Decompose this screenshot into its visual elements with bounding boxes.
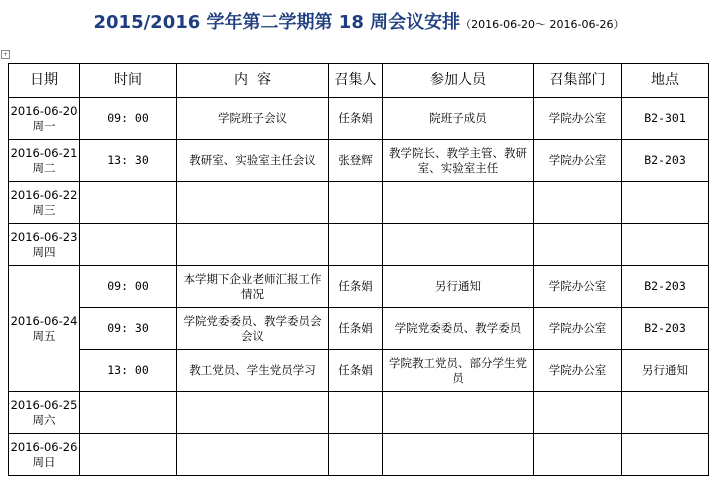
attendees-cell: 另行通知 [383, 266, 534, 308]
location-cell: B2-203 [622, 308, 709, 350]
table-move-handle-icon[interactable]: + [2, 51, 9, 58]
convener-cell: 任条娟 [329, 266, 383, 308]
table-row [9, 392, 709, 434]
convener-cell: 张登辉 [329, 140, 383, 182]
header-location: 地点 [622, 64, 709, 98]
department-cell: 学院办公室 [534, 98, 622, 140]
content-cell: 教研室、实验室主任会议 [177, 140, 329, 182]
date-cell [9, 140, 80, 182]
weekday-text: 周三 [32, 202, 56, 217]
table-row [9, 308, 709, 350]
time-cell: 13: 00 [80, 350, 177, 392]
content-cell: 本学期下企业老师汇报工作情况 [177, 266, 329, 308]
table-row [9, 140, 709, 182]
department-cell [534, 392, 622, 434]
content-cell [177, 434, 329, 476]
date-cell [9, 224, 80, 266]
department-cell: 学院办公室 [534, 140, 622, 182]
attendees-cell: 学院教工党员、部分学生党员 [383, 350, 534, 392]
table-header-row [9, 64, 709, 98]
attendees-cell [383, 182, 534, 224]
convener-cell: 任条娟 [329, 98, 383, 140]
header-time: 时间 [80, 64, 177, 98]
page-title [0, 8, 718, 34]
content-cell: 学院党委委员、教学委员会会议 [177, 308, 329, 350]
date-cell [9, 392, 80, 434]
header-content: 内 容 [177, 64, 329, 98]
department-cell [534, 224, 622, 266]
date-text: 2016-06-23 [10, 229, 78, 244]
date-text: 2016-06-22 [10, 187, 78, 202]
attendees-cell [383, 224, 534, 266]
location-cell [622, 224, 709, 266]
header-date: 日期 [9, 64, 80, 98]
convener-cell [329, 392, 383, 434]
attendees-cell: 院班子成员 [383, 98, 534, 140]
convener-cell: 任条娟 [329, 350, 383, 392]
time-cell [80, 182, 177, 224]
table-row [9, 224, 709, 266]
attendees-cell [383, 434, 534, 476]
convener-cell [329, 182, 383, 224]
header-department: 召集部门 [534, 64, 622, 98]
department-cell [534, 434, 622, 476]
content-cell: 学院班子会议 [177, 98, 329, 140]
header-convener: 召集人 [329, 64, 383, 98]
department-cell: 学院办公室 [534, 350, 622, 392]
table-row [9, 434, 709, 476]
weekday-text: 周日 [32, 454, 56, 469]
convener-cell [329, 434, 383, 476]
attendees-cell: 教学院长、教学主管、教研室、实验室主任 [383, 140, 534, 182]
weekday-text: 周二 [32, 160, 56, 175]
content-cell [177, 224, 329, 266]
time-cell: 09: 00 [80, 98, 177, 140]
title-date-range: （2016-06-20～ 2016-06-26） [460, 18, 625, 31]
weekday-text: 周四 [32, 244, 56, 259]
time-cell: 09: 30 [80, 308, 177, 350]
department-cell [534, 182, 622, 224]
date-text: 2016-06-21 [10, 145, 78, 160]
attendees-cell: 学院党委委员、教学委员 [383, 308, 534, 350]
date-cell [9, 434, 80, 476]
content-cell: 教工党员、学生党员学习 [177, 350, 329, 392]
meeting-schedule-table [8, 63, 709, 476]
location-cell: B2-203 [622, 140, 709, 182]
department-cell: 学院办公室 [534, 266, 622, 308]
attendees-cell [383, 392, 534, 434]
date-text: 2016-06-20 [10, 103, 78, 118]
convener-cell [329, 224, 383, 266]
location-cell: 另行通知 [622, 350, 709, 392]
date-text: 2016-06-24 [10, 313, 78, 328]
time-cell [80, 392, 177, 434]
date-cell [9, 266, 80, 392]
title-main: 2015/2016 学年第二学期第 18 周会议安排 [93, 12, 461, 33]
weekday-text: 周六 [32, 412, 56, 427]
date-text: 2016-06-25 [10, 397, 78, 412]
table-row [9, 98, 709, 140]
location-cell [622, 182, 709, 224]
table-row [9, 350, 709, 392]
weekday-text: 周五 [32, 328, 56, 343]
table-row [9, 266, 709, 308]
table-row [9, 182, 709, 224]
location-cell [622, 392, 709, 434]
date-cell [9, 182, 80, 224]
location-cell: B2-203 [622, 266, 709, 308]
weekday-text: 周一 [32, 118, 56, 133]
date-cell [9, 98, 80, 140]
time-cell [80, 434, 177, 476]
time-cell: 09: 00 [80, 266, 177, 308]
department-cell: 学院办公室 [534, 308, 622, 350]
content-cell [177, 182, 329, 224]
content-cell [177, 392, 329, 434]
time-cell [80, 224, 177, 266]
date-text: 2016-06-26 [10, 439, 78, 454]
convener-cell: 任条娟 [329, 308, 383, 350]
location-cell: B2-301 [622, 98, 709, 140]
time-cell: 13: 30 [80, 140, 177, 182]
header-attendees: 参加人员 [383, 64, 534, 98]
location-cell [622, 434, 709, 476]
